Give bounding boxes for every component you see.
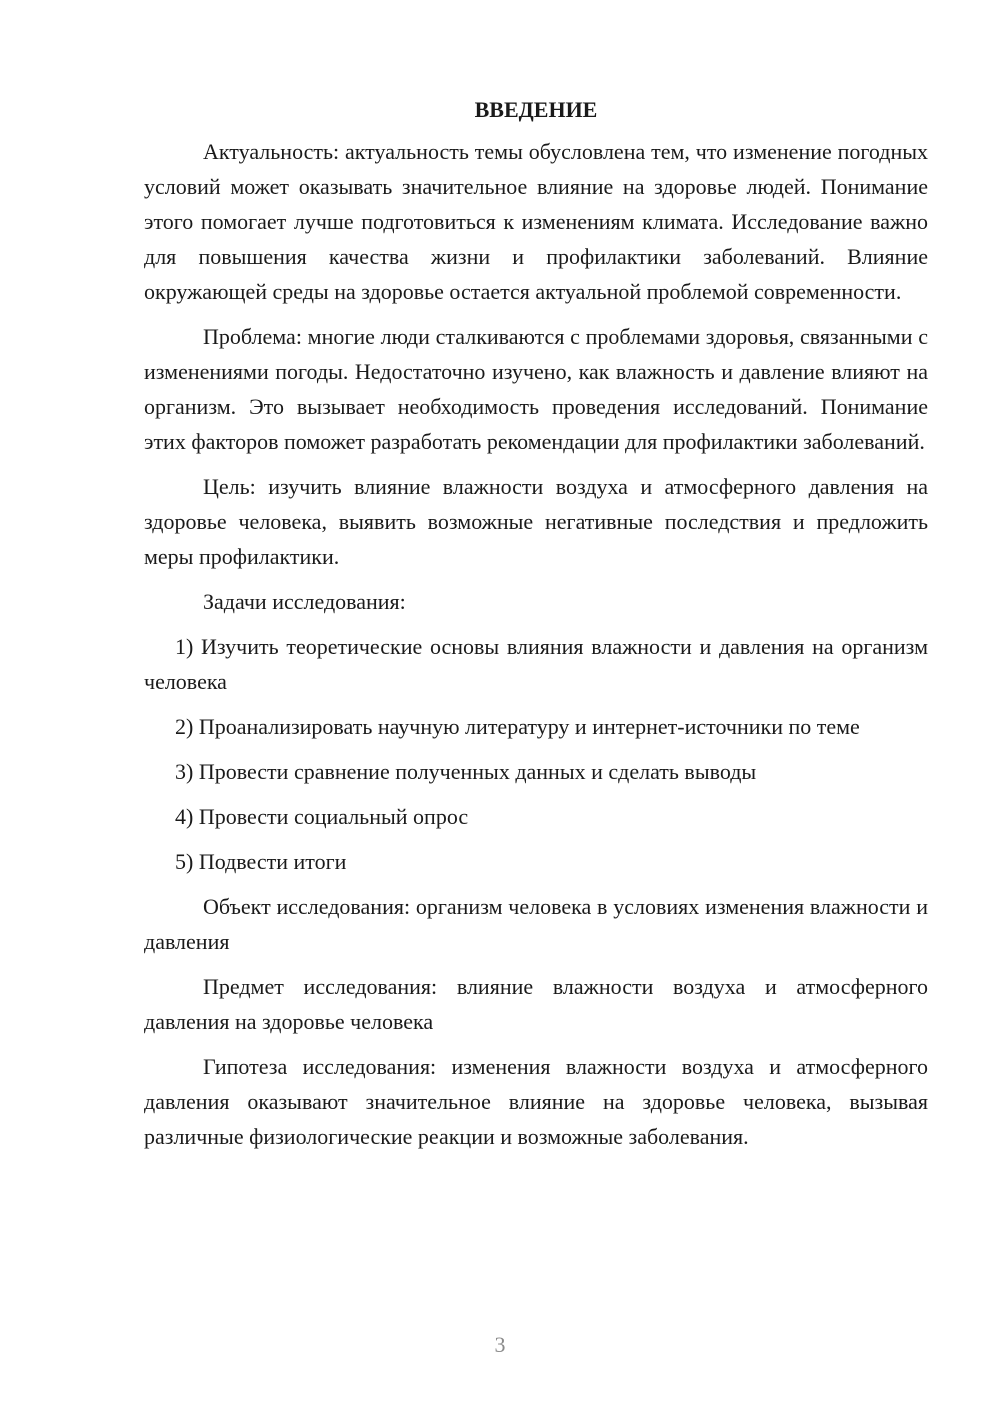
goal-paragraph: Цель: изучить влияние влажности воздуха и атмосферного давления на здоровье человека, выявить возможные негативные последствия и предложить меры профилактики. xyxy=(144,474,928,569)
list-item: 3) Провести сравнение полученных данных и сделать выводы xyxy=(175,759,757,784)
page-title: ВВЕДЕНИЕ xyxy=(474,97,598,122)
relevance-paragraph: Актуальность: актуальность темы обусловлена тем, что изменение погодных условий может оказывать значительное влияние на здоровье людей. Понимание этого помогает лучше подготовиться к изменениям климата. Исследование важно для повышения качества жизни и профилактики заболеваний. Влияние окружающей среды на здоровье остается актуальной проблемой современности. xyxy=(144,139,928,304)
list-item: 5) Подвести итоги xyxy=(175,849,347,874)
document-page xyxy=(144,92,928,1164)
list-item: 2) Проанализировать научную литературу и интернет-источники по теме xyxy=(175,714,860,739)
list-item: 1) Изучить теоретические основы влияния влажности и давления на организм человека xyxy=(144,634,928,694)
object-paragraph: Объект исследования: организм человека в условиях изменения влажности и давления xyxy=(144,894,928,954)
tasks-list xyxy=(144,629,928,879)
subject-paragraph: Предмет исследования: влияние влажности воздуха и атмосферного давления на здоровье человека xyxy=(144,974,928,1034)
tasks-heading: Задачи исследования: xyxy=(203,589,406,614)
hypothesis-paragraph: Гипотеза исследования: изменения влажности воздуха и атмосферного давления оказывают значительное влияние на здоровье человека, вызывая различные физиологические реакции и возможные заболевания. xyxy=(144,1054,928,1149)
page-number: 3 xyxy=(494,1332,506,1357)
list-item: 4) Провести социальный опрос xyxy=(175,804,469,829)
problem-paragraph: Проблема: многие люди сталкиваются с проблемами здоровья, связанными с изменениями погоды. Недостаточно изучено, как влажность и давление влияют на организм. Это вызывает необходимость проведения исследований. Понимание этих факторов поможет разработать рекомендации для профилактики заболеваний. xyxy=(144,324,928,454)
